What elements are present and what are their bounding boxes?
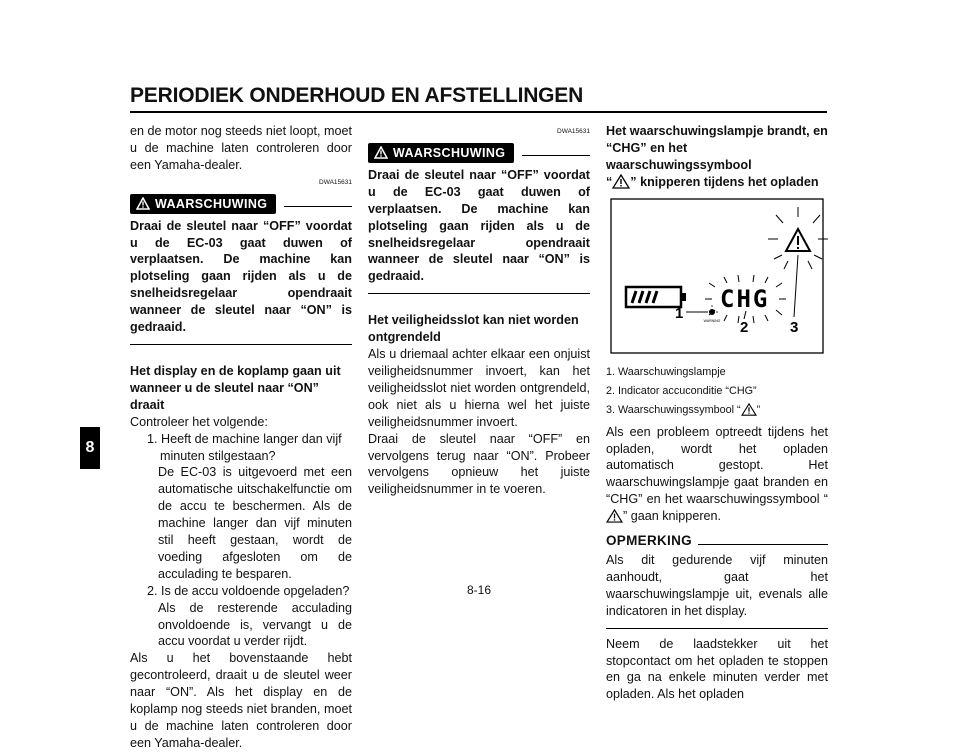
opmerking-rule [698,544,828,545]
caption: 3. Waarschuwingssymbool “ ” [606,403,761,416]
opmerking-end-rule [606,628,828,629]
list-item: 2. Is de accu voldoende opgeladen? [147,583,350,598]
title-rule [130,111,827,113]
list-item: 1. Heeft de machine langer dan vijf minuten stilgestaan? [147,431,342,463]
warning-end-rule [368,293,590,294]
warning-rule [284,206,352,207]
quote-open: “ [606,174,613,189]
list-item-detail: De EC-03 is uitgevoerd met een automatische uitschakelfunctie om de accu te beschermen. Als de machine langer dan vijf minuten stil heeft gestaan, wordt de voeding afgesloten om de acculading te besparen. [158,465,352,581]
warning-lamp-icon [709,309,715,315]
warning-label: WAARSCHUWING [393,145,506,160]
caption-list [606,363,828,420]
warning-text: Draai de sleutel naar “OFF” voordat u de EC-03 gaat duwen of verplaatsen. De machine kan plotseling gaan rijden als u de snelheidsregelaar opendraait wanneer de sleutel naar “ON” is gedraaid. [130,218,352,335]
warning-triangle-icon [786,229,810,251]
intro-text: en de motor nog steeds niet loopt, moet u de machine laten controleren door een Yamaha-dealer. [130,124,352,172]
warning-small-label: WARNING [703,318,721,323]
callout-1: 1 [675,304,684,322]
battery-icon [626,287,686,307]
closing-text: Als u het bovenstaande hebt gecontroleerd, draait u de sleutel weer naar “ON”. Als het display en de koplamp nog steeds niet branden, moet u de machine laten controleren door een Yamaha-dealer. [130,651,352,750]
body-text: Neem de laadstekker uit het stopcontact om het opladen te stoppen en ga na enkele minuten verder met opladen. Als het opladen [606,636,828,702]
warning-label: WAARSCHUWING [155,196,268,211]
opmerking-header [606,533,828,550]
column-3 [606,123,828,703]
caption: 2. Indicator accuconditie “CHG” [606,384,757,397]
warning-badge [368,143,514,163]
warning-rule [522,155,590,156]
callout-2: 2 [740,318,749,336]
chapter-tab: 8 [80,427,100,469]
body-text: Draai de sleutel naar “OFF” en vervolgens terug naar “ON”. Probeer vervolgens opnieuw het juiste veiligheidsnummer in te voeren. [368,431,590,497]
callout-3: 3 [790,318,799,336]
lcd-diagram [606,197,828,357]
heading-text: Het waarschuwingslampje brandt, en “CHG” en het waarschuwingssymbool [606,124,828,172]
warning-end-rule [130,344,352,345]
warning-symbol-icon [606,509,623,523]
opmerking-title: OPMERKING [606,533,692,549]
body-text: Als een probleem optreedt tijdens het opladen, wordt het opladen automatisch gestopt. Het waarschuwingslampje gaat branden en “CHG” en het waarschuwingssymbool “” gaan knipperen. [606,424,828,524]
section-heading: Het veiligheidsslot kan niet worden ontgrendeld [368,313,579,345]
warning-code: DWA15631 [557,128,590,135]
caption: 1. Waarschuwingslampje [606,365,726,378]
warning-header [368,143,590,163]
warning-text: Draai de sleutel naar “OFF” voordat u de EC-03 gaat duwen of verplaatsen. De machine kan plotseling gaan rijden als u de snelheidsregelaar opendraait wanneer de sleutel naar “ON” is gedraaid. [368,167,590,284]
warning-symbol-icon [612,174,630,189]
warning-badge [130,194,276,214]
page-title: PERIODIEK ONDERHOUD EN AFSTELLINGEN [130,84,584,107]
warning-triangle-icon [374,146,388,159]
body-text: Als u driemaal achter elkaar een onjuist veiligheidsnummer invoert, kan het veiligheidsslot niet worden ontgrendeld, ook niet als u hierna wel het juiste veiligheidsnummer invoert. [368,347,590,429]
column-2 [368,123,590,498]
warning-triangle-icon [136,197,150,210]
list-item-detail: Als de resterende acculading onvoldoende is, vervangt u de accu voordat u verder rijdt. [158,600,352,649]
chg-indicator: CHG [720,284,770,313]
page-number: 8-16 [467,583,492,597]
column-1 [130,123,352,752]
warning-header [130,194,352,214]
section-heading: Het display en de koplamp gaan uit wanneer u de sleutel naar “ON” draait [130,363,341,412]
warning-symbol-icon [741,403,757,416]
heading-text: ” knipperen tijdens het opladen [630,174,819,189]
opmerking-text: Als dit gedurende vijf minuten aanhoudt, gaat het waarschuwingslampje uit, evenals alle indicatoren in het display. [606,552,828,618]
warning-code: DWA15631 [319,178,352,186]
check-intro: Controleer het volgende: [130,414,268,429]
section-heading [606,123,828,191]
